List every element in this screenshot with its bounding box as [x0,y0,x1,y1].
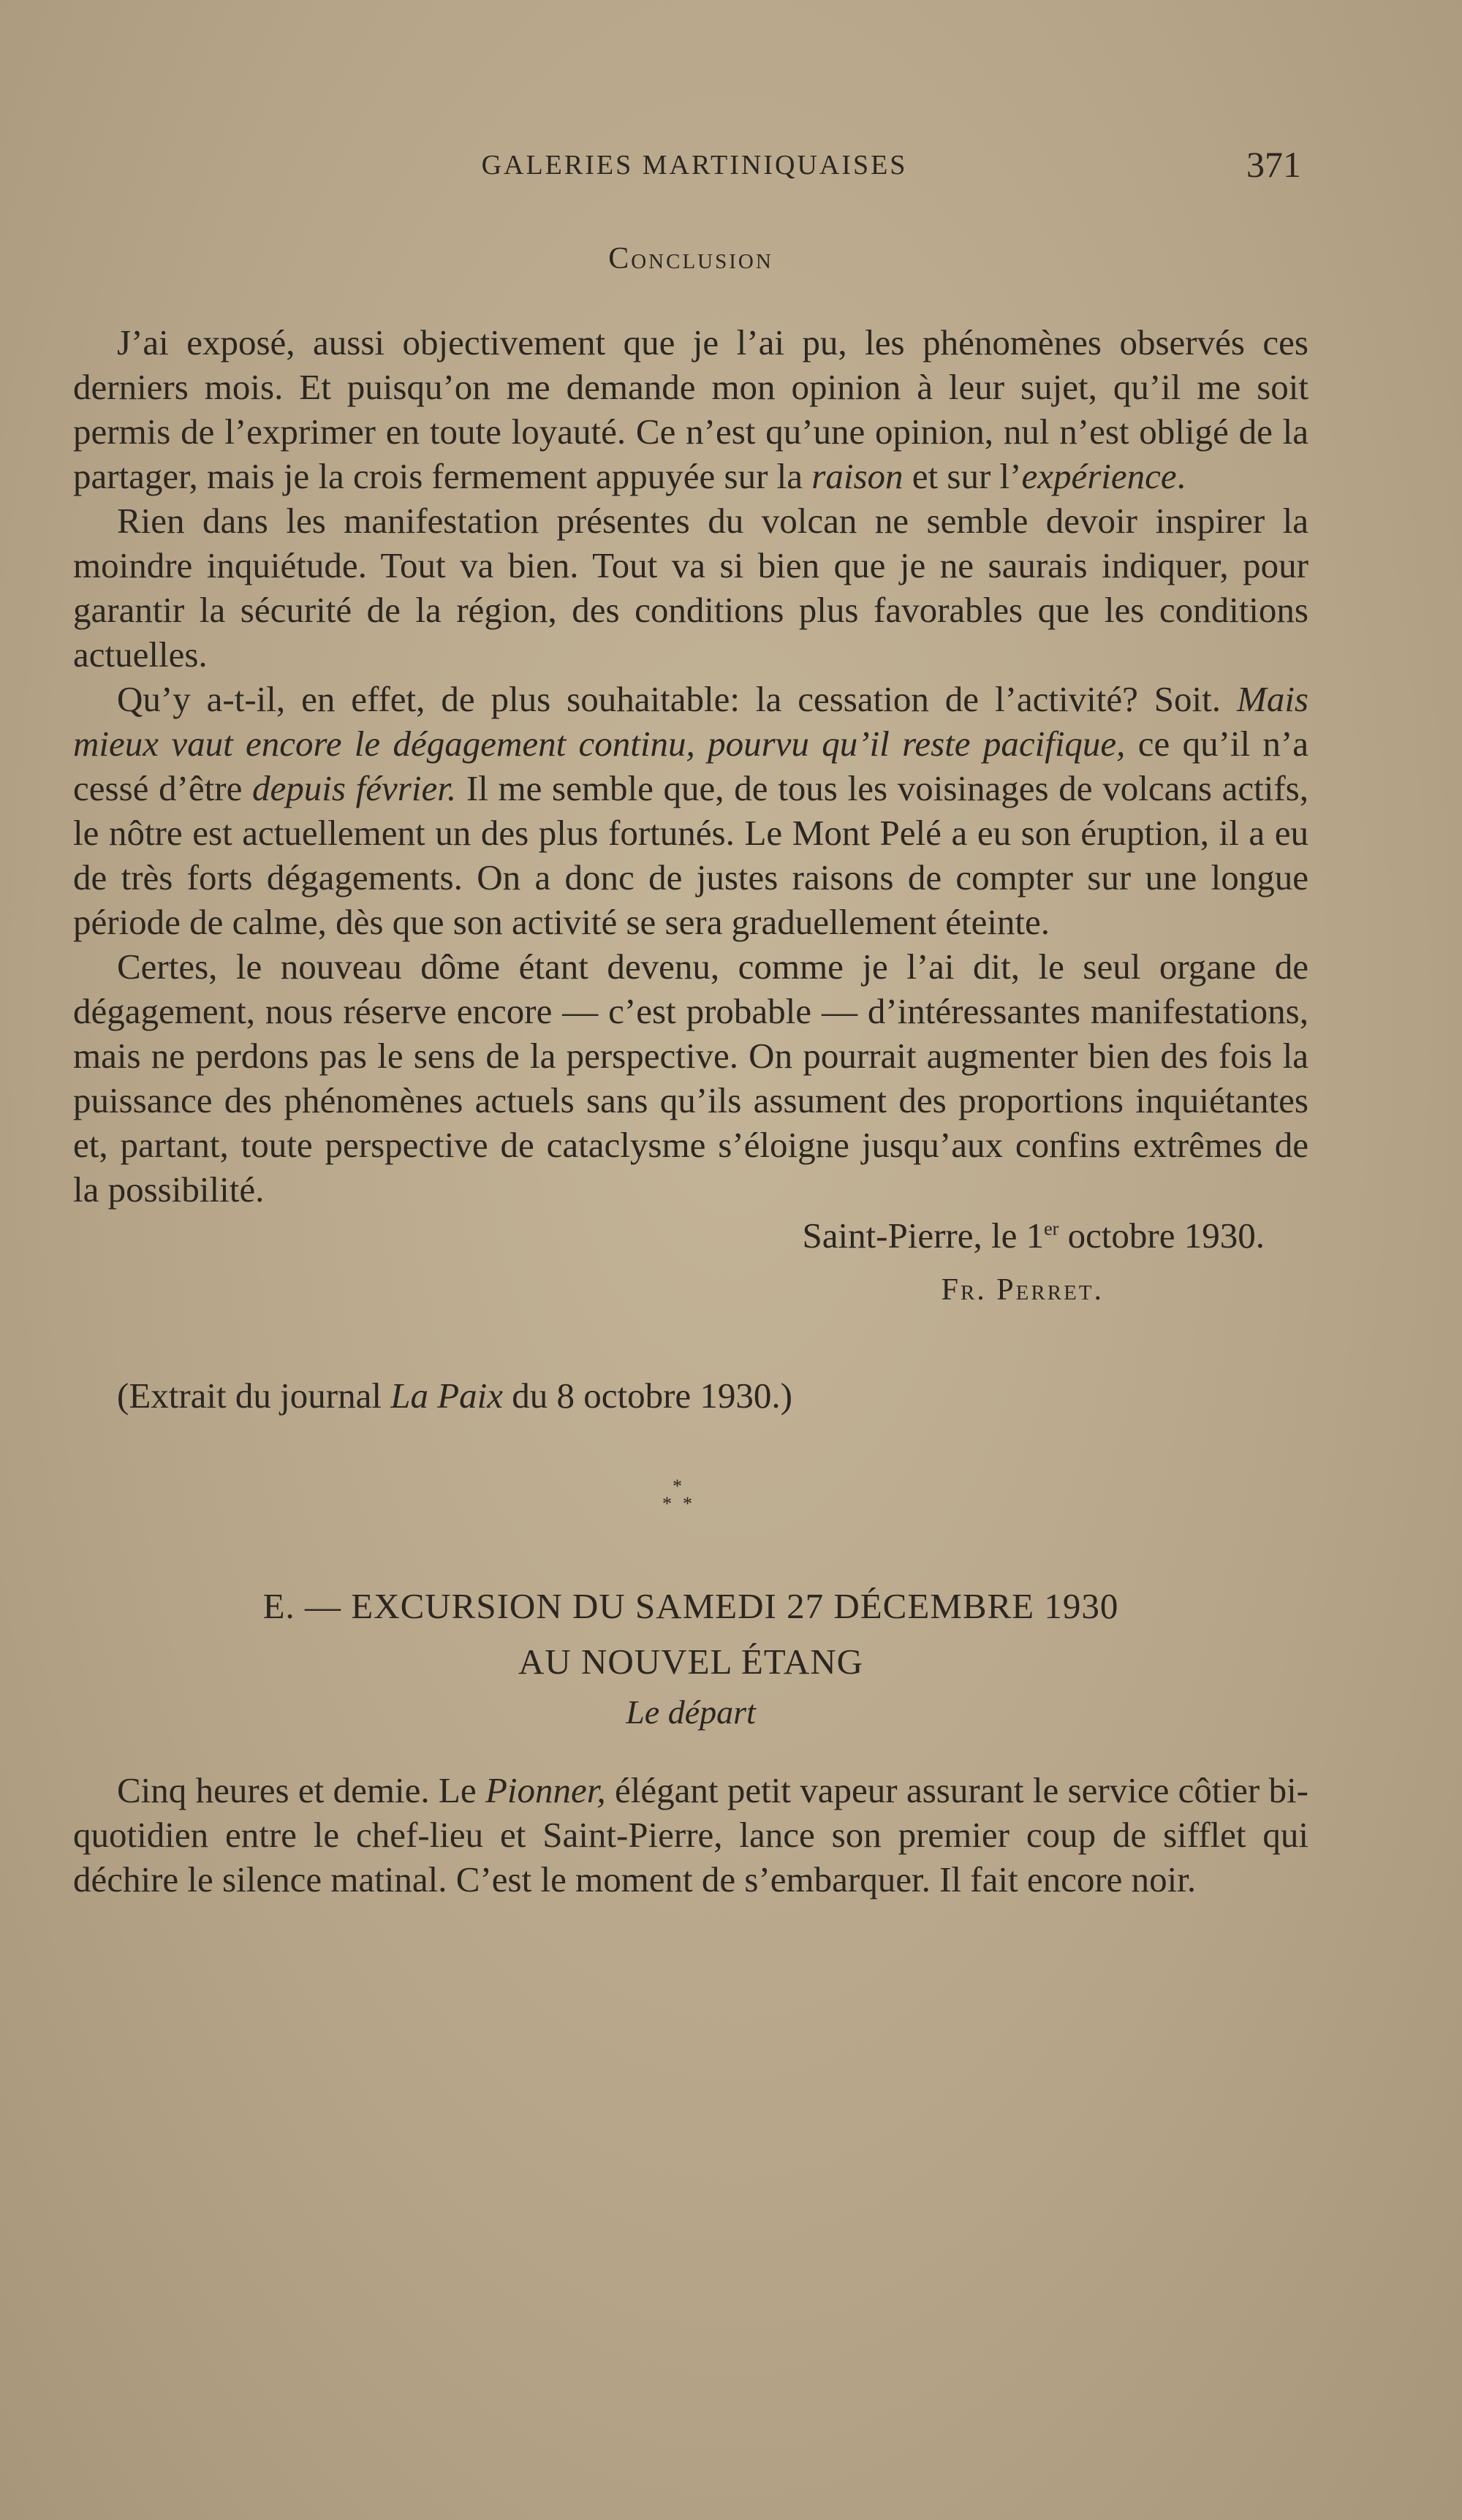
excursion-title-line-2: AU NOUVEL ÉTANG [518,1642,863,1682]
paragraph-1 [73,320,1308,498]
paragraph-1-end: . [1176,456,1186,496]
running-head [73,143,1316,187]
excursion-paragraph-end: élégant petit vapeur assurant le service côtier bi-quotidien entre le chef-lieu et Saint-Pierre, lance son premier coup de sifflet qui déchire le silence matinal. C’est le moment de s’embarquer. Il fait encore noir. [73,1770,1308,1900]
svg-text:*: * [683,1493,692,1514]
paragraph-2: Rien dans les manifestation présentes du volcan ne semble devoir inspirer la moindre inquiétude. Tout va bien. Tout va si bien que je ne saurais indiquer, pour garantir la sécurité de la région, des conditions plus favorables que les conditions actuelles. [73,501,1308,675]
running-title: GALERIES MARTINIQUAISES [481,150,908,181]
paragraph-1-mid: et sur l’ [903,456,1022,496]
excursion-paragraph-1 [73,1768,1308,1902]
section-heading-conclusion: Conclusion [608,242,773,276]
emphasis-experience: expérience [1021,456,1177,496]
emphasis-degagement: Mais mieux vaut encore le dégagement continu, pourvu qu’il reste pacifique, [73,679,1308,764]
asterism-divider [73,1476,1308,1557]
source-note [73,1373,1308,1418]
signature-date-text: octobre 1930. [1058,1215,1265,1256]
signature-place: Saint-Pierre, le 1 [802,1215,1045,1256]
source-note-end: du 8 octobre 1930.) [503,1375,792,1416]
excursion-title [73,1579,1308,1690]
paragraph-3-mid: ce qu’il n’a cessé d’être [73,724,1308,808]
signature-superscript: er [1044,1218,1059,1240]
svg-text:*: * [662,1493,672,1514]
ship-name: Pionner, [485,1770,606,1810]
paragraph-1-text: J’ai exposé, aussi objectivement que je l’ai pu, les phénomènes observés ces derniers mois. Et puisqu’on me demande mon opinion à leur sujet, qu’il me soit permis de l’exprimer en toute loyauté. Ce n’est qu’une opinion, nul n’est obligé de la partager, mais je la crois fermement appuyée sur la [73,322,1308,496]
paragraph-3 [73,677,1308,944]
paragraph-3-end: Il me semble que, de tous les voisinages de volcans actifs, le nôtre est actuellement un des plus fortunés. Le Mont Pelé a eu son éruption, il a eu de très forts dégagements. On a donc de justes raisons de compter sur une longue période de calme, dès que son activité se sera graduellement éteinte. [73,768,1308,942]
emphasis-fevrier: depuis février. [252,768,457,808]
excursion-paragraph-start: Cinq heures et demie. Le [117,1770,485,1810]
excursion-title-line-1: E. — EXCURSION DU SAMEDI 27 DÉCEMBRE 1930 [262,1586,1119,1626]
excursion-subtitle: Le départ [626,1693,756,1731]
author-signature: Fr. Perret. [941,1273,1104,1307]
newspaper-title: La Paix [390,1375,503,1416]
svg-text:*: * [673,1476,682,1497]
emphasis-raison: raison [811,456,904,496]
paragraph-3-start: Qu’y a-t-il, en effet, de plus souhaitable: la cessation de l’activité? Soit. [117,679,1237,719]
body-text [73,241,1308,1902]
signature-date [73,1213,1308,1258]
paragraph-4: Certes, le nouveau dôme étant devenu, comme je l’ai dit, le seul organe de dégagement, nous réserve encore — c’est probable — d’intéressantes manifestations, mais ne perdons pas le sens de la perspective. On pourrait augmenter bien des fois la puissance des phénomènes actuels sans qu’ils assument des proportions inquiétantes et, partant, toute perspective de cataclysme s’éloigne jusqu’aux confins extrêmes de la possibilité. [73,946,1308,1210]
asterism-icon [658,1476,702,1520]
page-number: 371 [1246,144,1301,185]
source-note-start: (Extrait du journal [117,1375,391,1416]
